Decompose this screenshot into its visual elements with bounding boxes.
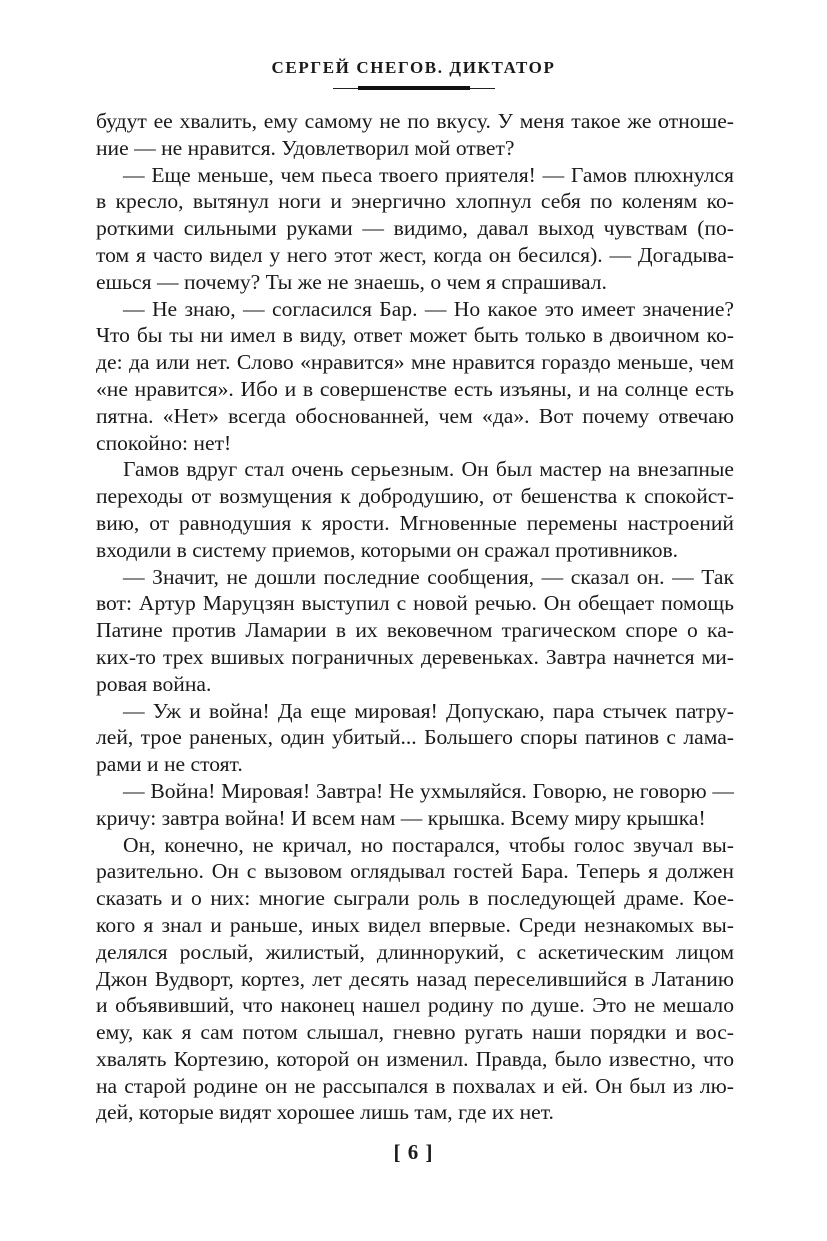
text-line: роткими сильными руками — видимо, давал выход чувствам (по- bbox=[96, 216, 734, 241]
text-line: переходы от возмущения к добродушию, от бешенства к спокойст- bbox=[96, 484, 734, 509]
text-line: — Не знаю, — согласился Бар. — Но какое это имеет значение? bbox=[123, 296, 734, 321]
text-line: дей, которые видят хорошее лишь там, где их нет. bbox=[96, 1100, 554, 1125]
text-line: делялся рослый, жилистый, длиннорукий, с аскетическим лицом bbox=[96, 939, 734, 964]
text-line: де: да или нет. Слово «нравится» мне нравится гораздо меньше, чем bbox=[96, 350, 734, 375]
text-line: — Война! Мировая! Завтра! Не ухмыляйся. Говорю, не говорю — bbox=[123, 778, 734, 803]
text-line: разительно. Он с вызовом оглядывал гостей Бара. Теперь я должен bbox=[96, 859, 734, 884]
header-rule-accent bbox=[358, 86, 470, 90]
text-line: том я часто видел у него этот жест, когда он бесился). — Догадыва- bbox=[96, 242, 734, 267]
text-line: вию, от равнодушия к ярости. Мгновенные перемены настроений bbox=[96, 510, 734, 535]
text-line: ние — не нравится. Удовлетворил мой ответ? bbox=[96, 135, 515, 160]
text-line: кричу: завтра война! И всем нам — крышка. Всему миру крышка! bbox=[96, 805, 706, 830]
text-line: на старой родине он не рассыпался в похвалах и ей. Он был из лю- bbox=[96, 1073, 734, 1098]
text-line: сказать и о них: многие сыграли роль в последующей драме. Кое- bbox=[96, 886, 734, 911]
text-line: «не нравится». Ибо и в совершенстве есть изъяны, и на солнце есть bbox=[96, 376, 734, 401]
text-line: Джон Вудворт, кортез, лет десять назад переселившийся в Латанию bbox=[96, 966, 734, 991]
text-line: пятна. «Нет» всегда обоснованней, чем «да». Вот почему отвечаю bbox=[96, 403, 734, 428]
text-line: будут ее хвалить, ему самому не по вкусу. У меня такое же отноше- bbox=[96, 109, 734, 133]
text-line: входили в систему приемов, которыми он сражал противников. bbox=[96, 537, 679, 562]
text-line: кого я знал и раньше, иных видел впервые. Среди незнакомых вы- bbox=[96, 912, 734, 937]
text-line: — Значит, не дошли последние сообщения, — сказал он. — Так bbox=[123, 564, 734, 589]
text-line: Патине против Ламарии в их вековечном трагическом споре о ка- bbox=[96, 618, 734, 643]
text-line: ких-то трех вшивых пограничных деревеньках. Завтра начнется ми- bbox=[96, 644, 734, 669]
body-text bbox=[96, 108, 734, 1126]
running-header: СЕРГЕЙ СНЕГОВ. ДИКТАТОР bbox=[271, 58, 556, 77]
text-line: ровая война. bbox=[96, 671, 212, 696]
page-number: [ 6 ] bbox=[393, 1140, 434, 1164]
text-line: Он, конечно, не кричал, но постарался, чтобы голос звучал вы- bbox=[123, 832, 734, 857]
text-line: хвалять Кортезию, которой он изменил. Правда, было известно, что bbox=[96, 1046, 734, 1071]
text-line: — Уж и война! Да еще мировая! Допускаю, пара стычек патру- bbox=[123, 698, 734, 723]
text-line: рами и не стоят. bbox=[96, 752, 243, 777]
text-line: Гамов вдруг стал очень серьезным. Он был мастер на внезапные bbox=[123, 457, 734, 482]
text-line: в кресло, вытянул ноги и энергично хлопнул себя по коленям ко- bbox=[96, 189, 734, 214]
text-line: лей, трое раненых, один убитый... Большего споры патинов с лама- bbox=[96, 725, 734, 750]
text-line: — Еще меньше, чем пьеса твоего приятеля! — Гамов плюхнулся bbox=[123, 162, 734, 187]
text-line: Что бы ты ни имел в виду, ответ может быть только в двоичном ко- bbox=[96, 323, 734, 348]
text-line: спокойно: нет! bbox=[96, 430, 232, 455]
text-line: вот: Артур Маруцзян выступил с новой речью. Он обещает помощь bbox=[96, 591, 734, 616]
text-line: ему, как я сам потом слышал, гневно ругать наши порядки и вос- bbox=[96, 1020, 734, 1045]
text-line: ешься — почему? Ты же не знаешь, о чем я спрашивал. bbox=[96, 269, 607, 294]
text-line: и объявивший, что наконец нашел родину по душе. Это не мешало bbox=[96, 993, 734, 1018]
